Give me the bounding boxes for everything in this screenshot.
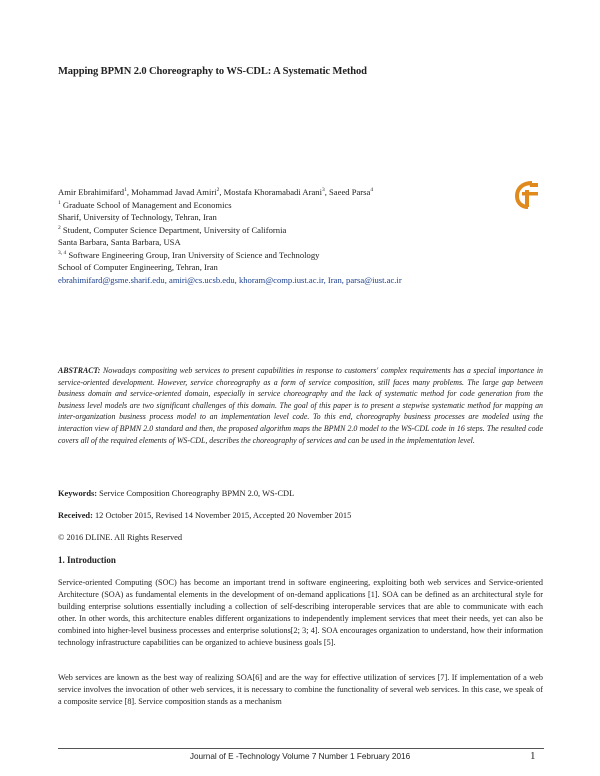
- author-name: Mohammad Javad Amiri: [131, 187, 217, 197]
- received-label: Received:: [58, 511, 93, 520]
- affiliation-1: $^1$ Graduate School of Management and Economics: [58, 199, 232, 210]
- author-list: Amir Ebrahimifard$^1$, Mohammad Javad Amiri$^2$, Mostafa Khoramabadi Arani$^3$, Saeed Parsa$^4$: [58, 187, 374, 197]
- affiliation-1-line2: Sharif, University of Technology, Tehran, Iran: [58, 212, 217, 222]
- affiliation-2-line2: Santa Barbara, Santa Barbara, USA: [58, 237, 181, 247]
- abstract-label: ABSTRACT:: [58, 366, 101, 375]
- abstract: [58, 365, 543, 446]
- page-number: 1: [530, 750, 536, 762]
- intro-paragraph-2: Web services are known as the best way of realizing SOA[6] and are the way for effective utilization of services [7]. If implementation of a web service involves the invocation of other web services, it is necessary to combine the functionality of several web services. In this case, we speak of a composite service [8]. Service composition stands as a mechanism: [58, 673, 543, 707]
- journal-footer: Journal of E -Technology Volume 7 Number 1 February 2016: [189, 752, 411, 761]
- author-name: Saeed Parsa: [329, 187, 371, 197]
- author-name: Mostafa Khoramabadi Arani: [223, 187, 322, 197]
- abstract-text: Nowadays compositing web services to present capabilities in response to customers' complex requirements has a special importance in service-oriented development. However, service choreography as a form of service composition, still faces many problems. The large gap between business domain and service-oriented domain, especially in service choreography and the lack of systematic method for code generation from the business level models are two significant challenges of this domain. The goal of this paper is to present a stepwise systematic method for mapping an inter-organization business process model to an implementation level code. To this end, choreography business processes are modeled using the interaction view of BPMN 2.0 standard and then, the proposed algorithm maps the BPMN 2.0 model to the WS-CDL code in 16 steps. The resulted code covers all of the required elements of WS-CDL, describes the choreography of services and can be used in the implementation level.: [58, 366, 543, 445]
- paper-title: Mapping BPMN 2.0 Choreography to WS-CDL: A Systematic Method: [58, 66, 367, 77]
- keywords: [58, 489, 294, 498]
- affiliation-3-line2: School of Computer Engineering, Tehran, Iran: [58, 262, 218, 272]
- author-block: [58, 186, 498, 286]
- keywords-label: Keywords:: [58, 489, 98, 498]
- affiliation-3: $^{3, 4}$ Software Engineering Group, Iran University of Science and Technology: [58, 249, 320, 260]
- intro-paragraph-1: Service-oriented Computing (SOC) has become an important trend in software engineering, exploiting both web services and Service-oriented Architecture (SOA) as fundamental elements in the development of on-demand applications [1]. SOA can be defined as an architectural style for building enterprise solutions essentially including a collection of self-describing interoperable services that are able to communicate with each other. In other words, this architecture enables different organizations to independently implement services that meet their needs, yet can also be combined into higher-level business processes and enterprise solutions[2; 3; 4]. SOA encourages organization to understand, how their information technology infrastructure capabilities can be organized to achieve business goals [5].: [58, 578, 543, 648]
- affiliation-2: $^2$ Student, Computer Science Department, University of California: [58, 224, 287, 235]
- received-text: 12 October 2015, Revised 14 November 2015, Accepted 20 November 2015: [94, 511, 352, 520]
- journal-logo-icon: [508, 180, 544, 210]
- author-name: Amir Ebrahimifard: [58, 187, 125, 197]
- keywords-text: Service Composition Choreography BPMN 2.0, WS-CDL: [99, 489, 295, 498]
- section-heading: 1. Introduction: [58, 555, 116, 565]
- footer-divider: [58, 748, 544, 749]
- copyright: © 2016 DLINE. All Rights Reserved: [58, 533, 183, 542]
- received-dates: [58, 511, 351, 520]
- author-emails[interactable]: ebrahimifard@gsme.sharif.edu, amiri@cs.ucsb.edu, khoram@comp.iust.ac.ir, Iran, parsa@iust.ac.ir: [58, 274, 402, 285]
